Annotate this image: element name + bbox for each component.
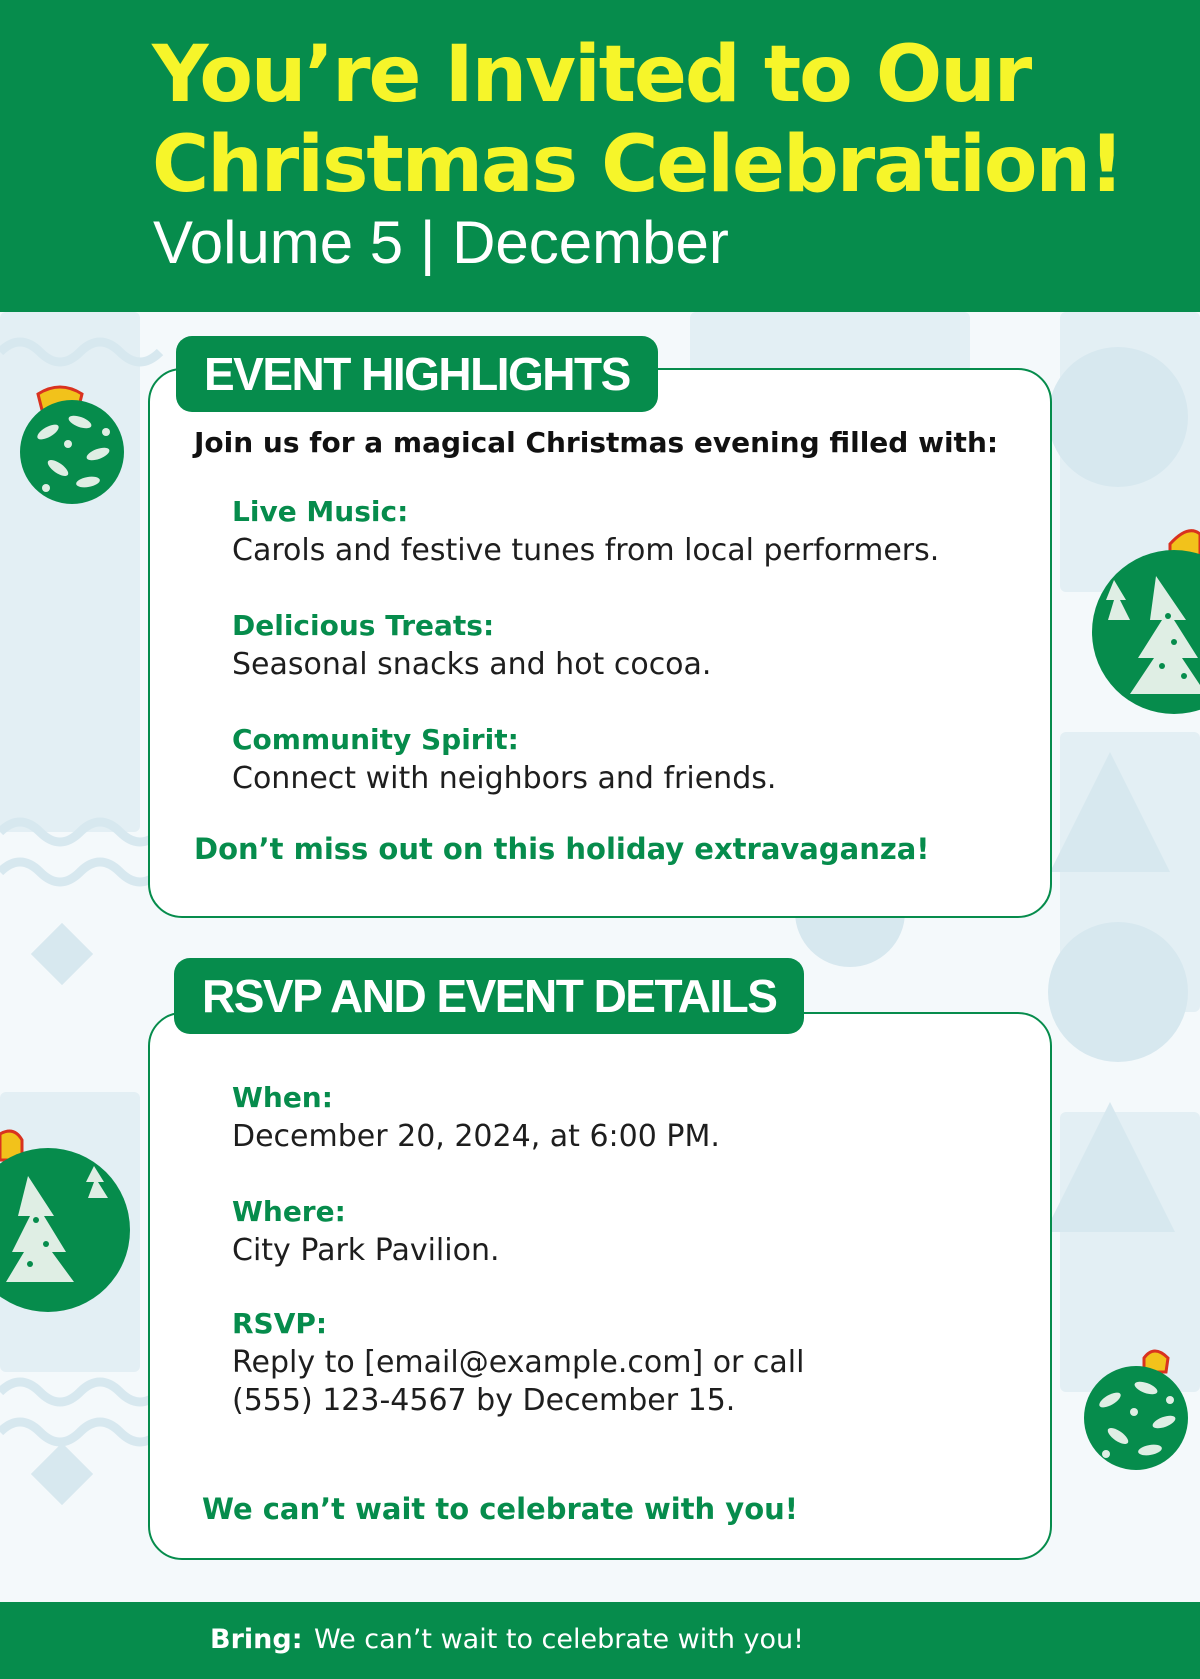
- rsvp-details-heading: RSVP AND EVENT DETAILS: [174, 958, 804, 1034]
- highlight-text-community: Connect with neighbors and friends.: [232, 761, 777, 796]
- christmas-tree-icon: [1045, 1102, 1175, 1232]
- volume-subtitle: Volume 5 | December: [153, 209, 729, 276]
- rsvp-label-where: Where:: [232, 1195, 346, 1228]
- holly-ornament-icon: [1080, 1344, 1192, 1470]
- rsvp-text-where: City Park Pavilion.: [232, 1233, 500, 1268]
- highlight-label-live-music: Live Music:: [232, 495, 409, 528]
- event-highlights-heading: EVENT HIGHLIGHTS: [176, 336, 658, 412]
- rsvp-closing: We can’t wait to celebrate with you!: [202, 1492, 799, 1526]
- title-line-1: You’re Invited to Our: [152, 30, 1031, 120]
- rsvp-text-reply-line1: Reply to [email@example.com] or call: [232, 1345, 805, 1380]
- highlight-text-treats: Seasonal snacks and hot cocoa.: [232, 647, 712, 682]
- highlight-label-treats: Delicious Treats:: [232, 609, 495, 642]
- header-banner: [0, 0, 1200, 312]
- tree-ornament-icon: [1074, 520, 1200, 716]
- highlight-label-community: Community Spirit:: [232, 723, 519, 756]
- bauble-icon: [1048, 922, 1188, 1062]
- highlights-closing: Don’t miss out on this holiday extravaganza!: [194, 832, 930, 866]
- christmas-tree-icon: [1050, 752, 1170, 872]
- rsvp-text-reply-line2: (555) 123-4567 by December 15.: [232, 1383, 736, 1418]
- highlights-intro: Join us for a magical Christmas evening filled with:: [194, 426, 999, 459]
- invitation-title: [152, 30, 1192, 210]
- footer-bar: [0, 1602, 1200, 1679]
- holly-ornament-icon: [18, 382, 128, 508]
- bauble-icon: [1048, 347, 1188, 487]
- footer-bring-text: We can’t wait to celebrate with you!: [314, 1624, 804, 1655]
- tree-ornament-icon: [0, 1124, 134, 1320]
- rsvp-label-rsvp: RSVP:: [232, 1307, 328, 1340]
- footer-bring-label: Bring:: [210, 1624, 303, 1655]
- highlight-text-live-music: Carols and festive tunes from local performers.: [232, 533, 940, 568]
- rsvp-text-when: December 20, 2024, at 6:00 PM.: [232, 1119, 720, 1154]
- title-line-2: Christmas Celebration!: [152, 120, 1123, 210]
- rsvp-label-when: When:: [232, 1081, 333, 1114]
